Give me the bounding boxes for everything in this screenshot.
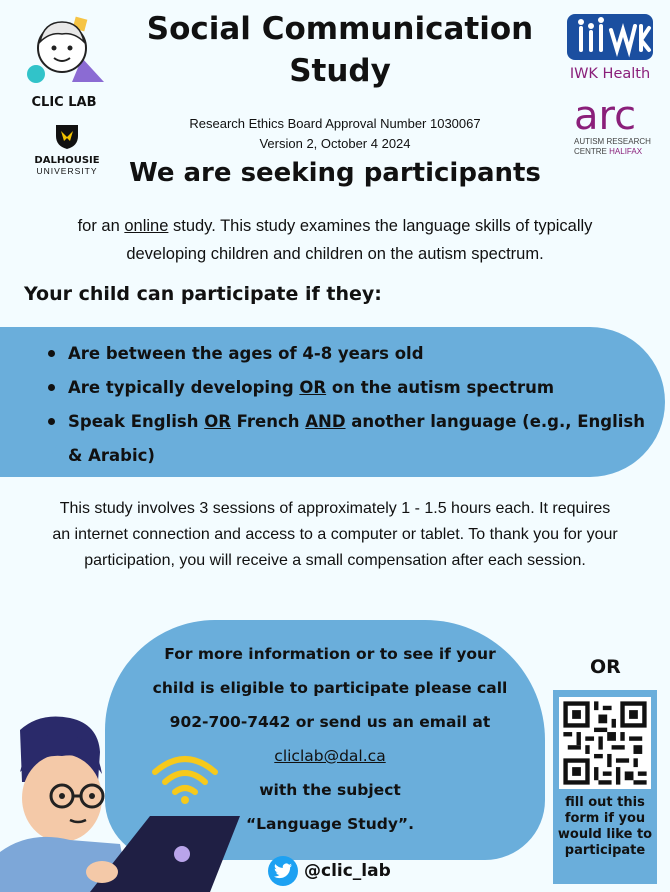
page-title [140, 8, 540, 92]
contact-phone-line: 902-700-7442 or send us an email at [169, 713, 491, 731]
criteria-dev-b: on the autism spectrum [326, 378, 555, 397]
session-details: This study involves 3 sessions of approximately 1 - 1.5 hours each. It requires an internet connection and access to a computer or tablet. To thank you for your participation, you will receive a small compensation after each session. [52, 500, 618, 569]
contact-line1: For more information or to see if your [164, 645, 496, 663]
criteria-item-language [48, 405, 648, 473]
title-line1: Social Communication [146, 11, 534, 47]
ethics-approval: Research Ethics Board Approval Number 1030067 [189, 116, 481, 131]
criteria-age-text: Are between the ages of 4-8 years old [68, 344, 424, 363]
criteria-item-age [48, 337, 648, 371]
intro-after: study. This study examines the language skills of typically developing children and children on the autism spectrum. [126, 217, 593, 263]
title-line2: Study [289, 53, 391, 89]
dalhousie-name: DALHOUSIE [34, 155, 100, 166]
iwk-logo-icon [567, 14, 653, 60]
criteria-item-development [48, 371, 648, 405]
dalhousie-crest-icon [53, 122, 81, 150]
criteria-list [48, 337, 648, 473]
arc-halifax: HALIFAX [609, 147, 643, 156]
dalhousie-university: UNIVERSITY [36, 166, 98, 176]
clic-lab-logo-icon [18, 8, 110, 88]
criteria-dev-a: Are typically developing [68, 378, 300, 397]
qr-code-icon[interactable] [559, 697, 651, 789]
contact-line2: child is eligible to participate please call [152, 679, 508, 697]
social-handle-text: @clic_lab [304, 861, 391, 881]
contact-line5: with the subject [259, 781, 401, 799]
clic-lab-label: CLIC LAB [31, 95, 97, 110]
criteria-lang-and: AND [305, 412, 346, 431]
twitter-icon [268, 856, 298, 886]
intro-before: for an [77, 217, 125, 235]
seeking-heading: We are seeking participants [129, 158, 541, 188]
intro-online: online [124, 217, 169, 235]
criteria-dev-or: OR [299, 378, 327, 397]
arc-line2 [574, 147, 656, 157]
criteria-lang-c: another language (e.g., English & Arabic) [68, 412, 645, 465]
qr-caption: fill out this form if you would like to participate [557, 795, 653, 858]
criteria-heading: Your child can participate if they: [24, 283, 382, 305]
arc-wordmark: arc [574, 93, 637, 139]
dalhousie-logo [22, 122, 112, 176]
criteria-lang-b: French [230, 412, 306, 431]
clic-lab-logo [18, 8, 110, 114]
iwk-logo [566, 14, 654, 83]
contact-email-link[interactable]: cliclab@dal.ca [274, 747, 386, 765]
intro-text [40, 212, 630, 268]
criteria-lang-or: OR [204, 412, 231, 431]
contact-subject: “Language Study”. [245, 815, 415, 833]
arc-logo [574, 95, 656, 157]
social-handle[interactable] [268, 856, 391, 886]
or-label: OR [590, 656, 621, 678]
child-laptop-illustration [0, 712, 240, 892]
criteria-lang-a: Speak English [68, 412, 205, 431]
version-date: Version 2, October 4 2024 [259, 136, 411, 151]
iwk-label: IWK Health [569, 66, 651, 82]
arc-line1: AUTISM RESEARCH [574, 137, 651, 146]
arc-centre: CENTRE [574, 147, 610, 156]
